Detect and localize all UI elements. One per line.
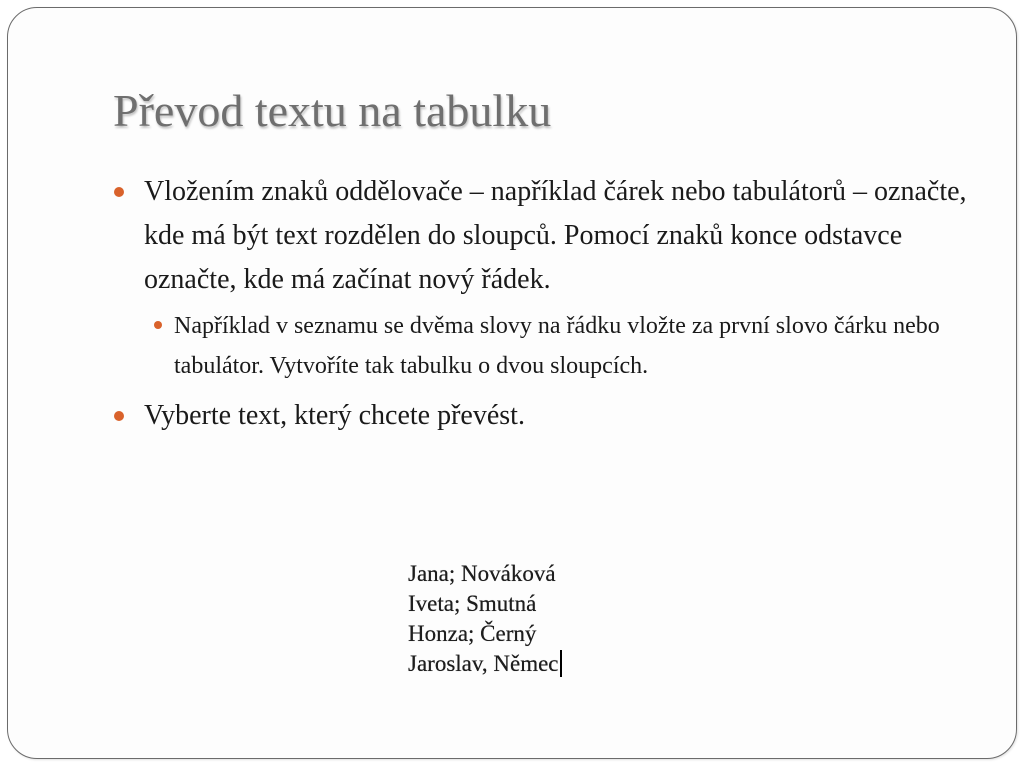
- bullet-dot-icon: [114, 187, 124, 197]
- bullet-item-2: [108, 394, 968, 438]
- sample-line-text: Jaroslav, Němec: [408, 651, 559, 676]
- sub-bullet-item-1: [146, 306, 944, 386]
- slide-title: Převod textu na tabulku: [113, 85, 552, 136]
- sub-bullet-dot-icon: [154, 321, 162, 329]
- text-cursor-icon: [560, 650, 562, 677]
- sample-line-last: [408, 649, 562, 679]
- sample-text-box: [408, 559, 562, 679]
- sub-bullet-item-1-text: Například v seznamu se dvěma slovy na řádku vložte za první slovo čárku nebo tabulátor. Vytvoříte tak tabulku o dvou sloupcích.: [174, 313, 940, 379]
- sample-line: Jana; Nováková: [408, 561, 556, 586]
- bullet-dot-icon: [114, 411, 124, 421]
- sample-line: Iveta; Smutná: [408, 591, 537, 616]
- bullet-item-2-text: Vyberte text, který chcete převést.: [144, 400, 525, 431]
- bullet-item-1-text: Vložením znaků oddělovače – například čárek nebo tabulátorů – označte, kde má být text rozdělen do sloupců. Pomocí znaků konce odstavce označte, kde má začínat nový řádek.: [144, 176, 967, 295]
- sample-line: Honza; Černý: [408, 621, 537, 646]
- bullet-item-1: [108, 170, 968, 302]
- slide-body: [108, 170, 968, 442]
